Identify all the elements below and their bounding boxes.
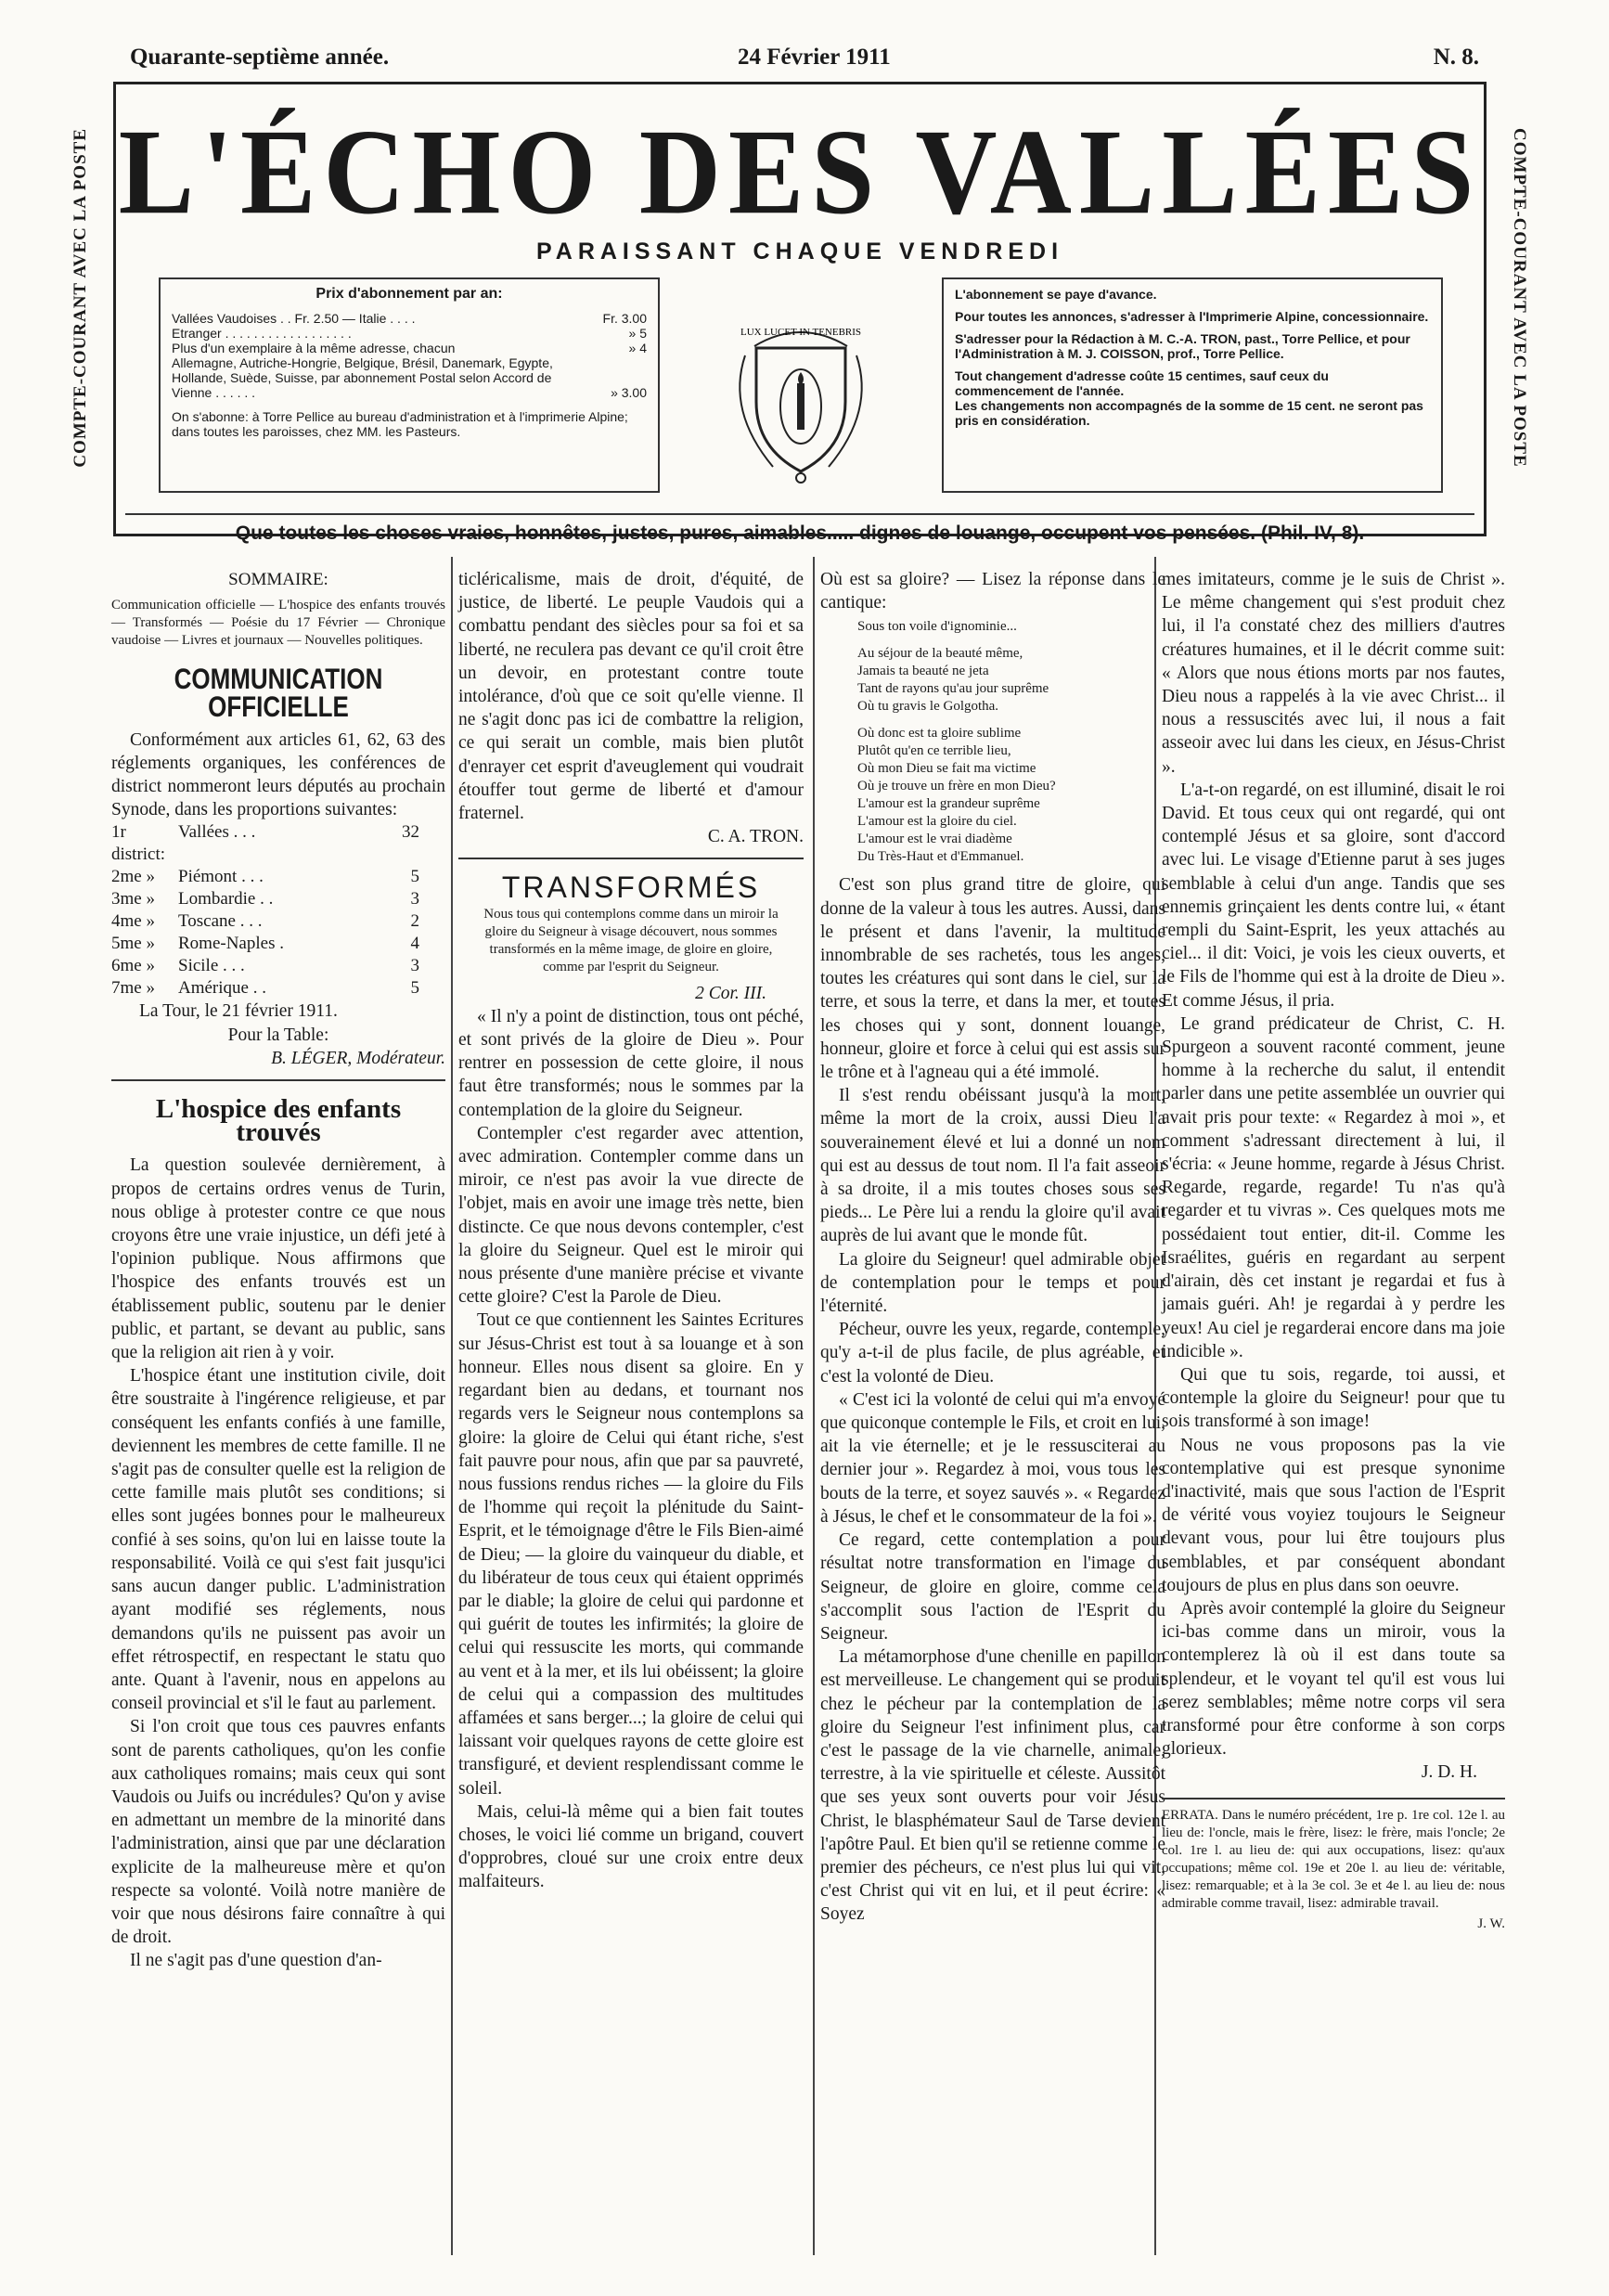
poem-line: Où tu gravis le Golgotha. (857, 699, 999, 715)
column-2 (458, 568, 804, 1894)
paragraph: Il ne s'agit pas d'une question d'an- (130, 1951, 382, 1971)
district-row: 1r district: Vallées . . . 32 (111, 822, 419, 865)
paragraph: La question soulevée dernièrement, à propos de certains ordres venus de Turin, nous oblige à protester contre ce que nous croyons être une vraie injustice, un défi jeté à l'opinion publique. Nous affirmons que l'hospice des enfants trouvés est un établissement public, soutenu par le denier public, et partant, se devant au public, sans que la religion ait rien à y voir. (111, 1155, 445, 1363)
notice: Pour toutes les annonces, s'adresser à l'Imprimerie Alpine, concessionnaire. (955, 309, 1429, 324)
notice: Les changements non accompagnés de la somme de 15 cent. ne seront pas pris en considération. (955, 398, 1423, 428)
errata: ERRATA. Dans le numéro précédent, 1re p. 1re col. 12e l. au lieu de: l'oncle, mais le frère, lisez: le frère, mais l'oncle; 2e col. 1re l. au lieu de: qui aux occupations, lisez: qu'aux occupations; même col. 19e et 20e l. au lieu de: véritable, lisez: remarquable; et à la 3e col. 3e et 4e l. au lieu de: nous admirable comme travail, lisez: admirable travail. (1162, 1798, 1505, 1913)
poem-line: Où mon Dieu se fait ma victime (857, 761, 1036, 777)
column-4 (1162, 568, 1505, 1936)
notice: Tout changement d'adresse coûte 15 centimes, sauf ceux du commencement de l'année. (955, 368, 1329, 398)
paragraph: ticléricalisme, mais de droit, d'équité, de justice, de liberté. Le peuple Vaudois qui a combattu pendant des siècles pour sa foi et sa liberté, ne reculera pas devant ce qu'il croit être un devoir, en protestant contre toute intolérance, d'où que ce soit qu'elle vienne. Il ne s'agit donc pas ici de combattre la religion, ce qui serait un comble, mais bien plutôt d'enrayer cet esprit d'aveuglement qui voudrait étouffer tout germe de liberté et d'amour fraternel. (458, 570, 804, 824)
issue-header (130, 45, 1479, 76)
poem-line: Plutôt qu'en ce terrible lieu, (857, 743, 1011, 759)
side-text-left: COMPTE-COURANT AVEC LA POSTE (71, 128, 90, 468)
column-1 (111, 568, 445, 1973)
paragraph: La gloire du Seigneur! quel admirable objet de contemplation pour le temps et pour l'éternité. (820, 1249, 1165, 1317)
paragraph: La métamorphose d'une chenille en papillon est merveilleuse. Le changement qui se produit chez le pécheur par la contemplation de la gloire du Seigneur l'est infiniment plus, car c'est le passage de la vie charnelle, animale, terrestre, à la vie spirituelle et céleste. Aussitôt que ses yeux sont ouverts pour voir Jésus Christ, le blasphémateur Saul de Tarse devient l'apôtre Paul. Et bien qu'il se retienne comme le premier des pécheurs, ce n'est plus lui qui vit, c'est Christ qui vit en lui, et il peut écrire: « Soyez (820, 1647, 1165, 1925)
price-row: Allemagne, Autriche-Hongrie, Belgique, Brésil, Danemark, Egypte, Hollande, Suède, Suisse, par abonnement Postal selon Accord de Vienne . . . . . . » 3.00 (172, 355, 647, 400)
divider (458, 858, 804, 859)
communication-text: Conformément aux articles 61, 62, 63 des réglements organiques, les conférences de district nommeront leurs députés au prochain Synode, dans les proportions suivantes: (111, 729, 445, 820)
subscription-heading: Prix d'abonnement par an: (315, 286, 503, 302)
paragraph: L'hospice étant une institution civile, doit être soustraite à l'ingérence religieuse, et par conséquent les enfants confiés à une famille, deviennent les membres de cette famille. Il ne s'agit pas de consulter quelle est la religion de cette famille mais plutôt ses conditions; si elles sont jugées bonnes pour le malheureux confié à ses soins, qu'on lui en laisse toute la responsabilité. Voilà ce qui s'est fait jusqu'ici sans aucun danger public. L'administration ayant modifié ses réglements, nous demandons qu'ils ne puissent pas avoir un effet rétrospectif, en respectant le statu quo ante. Quant à l'avenir, nous en appelons au conseil provincial et s'il le faut au parlement. (111, 1366, 445, 1714)
transformes-title: TRANSFORMÉS (501, 871, 761, 905)
epigraph-ref: 2 Cor. III. (695, 983, 766, 1003)
poem-line: Du Très-Haut et d'Emmanuel. (857, 849, 1024, 865)
poem-line: Tant de rayons qu'au jour suprême (857, 681, 1049, 697)
paragraph: L'a-t-on regardé, on est illuminé, disait le roi David. Et tous ceux qui ont regardé, qui ont contemplé Jésus et sa gloire, sont d'accord avec lui. Le visage d'Etienne parut à ses juges semblable à celui d'un ange. Tandis que ses ennemis grinçaient les dents contre lui, « étant rempli du Saint-Esprit, les yeux attachés au ciel... il dit: Voici, je vois les cieux ouverts, et le Fils de l'homme qui est à la droite de Dieu ». Et comme Jésus, il pria. (1162, 780, 1505, 1011)
subscription-note: On s'abonne: à Torre Pellice au bureau d'administration et à l'imprimerie Alpine; dans toutes les paroisses, chez MM. les Pasteurs. (172, 409, 628, 439)
side-text-right: COMPTE-COURANT AVEC LA POSTE (1510, 128, 1529, 468)
paragraph: Contempler c'est regarder avec attention, avec admiration. Contempler comme dans un miroir, ce n'est pas avoir la vue directe de l'objet, mais en avoir une image très nette, bien distincte. Ce que nous devons contempler, c'est la gloire du Seigneur. Quel est le miroir qui nous présente d'une manière précise et vivante cette gloire? C'est la Parole de Dieu. (458, 1123, 804, 1308)
district-row: 3me » Lombardie . . 3 (111, 889, 419, 909)
paragraph: « Il n'y a point de distinction, tous ont péché, et sont privés de la gloire de Dieu ». Pour rentrer en possession de cette gloire, il nous faut être transformés; nous le sommes par la contemplation de la gloire du Seigneur. (458, 1006, 804, 1120)
paragraph: « C'est ici la volonté de celui qui m'a envoyé que quiconque contemple le Fils, et croit en lui, ait la vie éternelle; et je le ressusciterai au dernier jour ». Regardez à moi, vous tous les bouts de la terre, et soyez sauvés ». « Regardez à Jésus, le chef et le consommateur de la foi ». (820, 1389, 1165, 1527)
paragraph: Qui que tu sois, regarde, toi aussi, et contemple la gloire du Seigneur! pour que tu sois transformé à son image! (1162, 1364, 1505, 1432)
paragraph: Le grand prédicateur de Christ, C. H. Spurgeon a souvent raconté comment, jeune homme à la recherche du salut, il entendit parler dans une petite assemblée un ouvrier qui avait pris pour texte: « Regardez à moi », et comment s'adressant directement à lui, il s'écria: « Jeune homme, regarde à Jésus Christ. Regarde, regarde, regarde! Tu n'as qu'à regarder et tu vivras ». Ces quelques mots me possédaient tout entier, dit-il. Comme les Israélites, guéris en regardant au serpent d'airain, dès cet instant je regardai et fus à jamais guéri. Ah! je regardai à y perdre les yeux! Au ciel je regarderai encore dans ma joie indicible ». (1162, 1013, 1505, 1361)
newspaper-subtitle: PARAISSANT CHAQUE VENDREDI (535, 239, 1064, 264)
place-date: La Tour, le 21 février 1911. (139, 1001, 338, 1022)
column-divider (451, 557, 453, 2255)
price-row: Vallées Vaudoises . . Fr. 2.50 — Italie . . . . Fr. 3.00 (172, 311, 647, 326)
poem-line (857, 716, 1165, 725)
poem-line: Sous ton voile d'ignominie... (857, 619, 1017, 635)
sommaire-text: Communication officielle — L'hospice des enfants trouvés — Transformés — Poésie du 17 Février — Chronique vaudoise — Livres et journaux — Nouvelles politiques. (111, 598, 445, 649)
paragraph: Ce regard, cette contemplation a pour résultat notre transformation en l'image du Seigneur, de gloire en gloire, comme cela s'accomplit sous l'action de l'Esprit du Seigneur. (820, 1530, 1165, 1644)
sommaire-title: SOMMAIRE: (228, 570, 328, 589)
paragraph: Nous ne vous proposons pas la vie contemplative qui est presque synonime d'inactivité, mais que sous l'action de l'Esprit de vérité vous voyiez toujours le Seigneur devant vous, pour lui être toujours plus semblables, et par conséquent abondant toujours de plus en plus dans son oeuvre. (1162, 1435, 1505, 1595)
district-row: 5me » Rome-Naples . 4 (111, 934, 419, 954)
masthead (71, 82, 1529, 544)
communication-title: COMMUNICATION OFFICIELLE (174, 662, 383, 724)
newspaper-title: L'ÉCHO DES VALLÉES (118, 104, 1482, 240)
district-row: 4me » Toscane . . . 2 (111, 911, 419, 932)
errata-signature: J. W. (1477, 1915, 1505, 1931)
notice: S'adresser pour la Rédaction à M. C.-A. TRON, past., Torre Pellice, et pour l'Administration à M. J. COISSON, prof., Torre Pellice. (955, 331, 1410, 361)
paragraph: Si l'on croit que tous ces pauvres enfants sont de parents catholiques, qu'on les confie aux catholiques romains; mais ceux qui sont Vaudois ou Juifs ou incrédules? Qu'on y avise en admettant un membre de la minorité dans l'administration, ainsi que par une déclaration explicite de la malheureuse mère et qu'on respecte sa volonté. Voilà notre manière de voir que nous désirons faire connaître à qui de droit. (111, 1717, 445, 1948)
poem-line: L'amour est la grandeur suprême (857, 796, 1040, 812)
poem-line (857, 636, 1165, 645)
column-3 (820, 568, 1165, 1927)
notices-box (942, 277, 1443, 493)
hospice-title: L'hospice des enfants trouvés (155, 1094, 402, 1148)
paragraph: Pécheur, ouvre les yeux, regarde, contemple, qu'y a-t-il de plus facile, de plus agréable, et c'est la volonté de Dieu. (820, 1320, 1165, 1387)
signature: J. D. H. (1421, 1762, 1477, 1783)
year-label: Quarante-septième année. (130, 45, 390, 70)
subscription-box (159, 277, 660, 493)
masthead-motto: Que toutes les choses vraies, honnêtes, justes, pures, aimables..... dignes de louange, occupent vos pensées. (Phil. IV, 8). (125, 513, 1474, 545)
poem-line: Au séjour de la beauté même, (857, 646, 1023, 662)
poem-line: L'amour est la gloire du ciel. (857, 814, 1017, 830)
district-row: 2me » Piémont . . . 5 (111, 867, 419, 887)
poem-line: Où je trouve un frère en mon Dieu? (857, 779, 1056, 794)
signature: C. A. TRON. (707, 827, 804, 847)
poem (857, 618, 1165, 866)
district-list (111, 821, 445, 1000)
paragraph: Après avoir contemplé la gloire du Seigneur ici-bas comme dans un miroir, vous la contemplerez là où il est dans toute sa splendeur, et le voyant tel qu'il est vous lui serez semblables; même notre corps vil sera transformé pour être conforme à son corps glorieux. (1162, 1598, 1505, 1760)
district-row: 6me » Sicile . . . 3 (111, 956, 419, 976)
paragraph: Tout ce que contiennent les Saintes Ecritures sur Jésus-Christ est tout à sa louange et à son honneur. Elles nous disent sa gloire. En y regardant bien au dedans, et tournant nos regards vers le Seigneur nous contemplons sa gloire: la gloire de Celui qui étant riche, s'est fait pauvre pour nous, afin que par sa pauvreté, nous fussions rendus riches — la gloire du Fils de l'homme qui reçoit la plénitude du Saint-Esprit, et le témoignage d'être le Fils Bien-aimé de Dieu; — la gloire du vainqueur du diable, et du libérateur de tous ceux qui étaient opprimés par le diable; la gloire de celui qui pardonne et qui guérit de toutes les infirmités; la gloire de celui qui ressuscite les morts, qui commande au vent et à la mer, et ils lui obéissent; la gloire de celui qui a compassion des multitudes affamées et sans berger...; la gloire de celui qui laissant voir quelques rayons de cette gloire est transfiguré, et devient resplendissant comme le soleil. (458, 1310, 804, 1799)
poem-line: L'amour est le vrai diadème (857, 832, 1012, 847)
divider (111, 1079, 445, 1081)
for-table: Pour la Table: (227, 1025, 329, 1045)
poem-line: Jamais ta beauté ne jeta (857, 664, 989, 679)
signature: B. LÉGER, Modérateur. (271, 1048, 445, 1068)
paragraph: Mais, celui-là même qui a bien fait toutes choses, le voici lié comme un brigand, couvert d'opprobres, cloué sur une croix entre deux malfaiteurs. (458, 1801, 804, 1892)
price-row: Etranger . . . . . . . . . . . . . . . . . . » 5 (172, 326, 647, 341)
emblem-motto: LUX LUCET IN TENEBRIS (740, 327, 862, 338)
column-divider (813, 557, 815, 2255)
paragraph: Où est sa gloire? — Lisez la réponse dans le cantique: (820, 570, 1165, 613)
poem-line: Où donc est ta gloire sublime (857, 726, 1022, 742)
price-row: Plus d'un exemplaire à la même adresse, chacun » 4 (172, 341, 647, 355)
paragraph: mes imitateurs, comme je le suis de Christ ». Le même changement qui s'est produit chez lui, il l'a constaté chez des milliers d'autres créatures humaines, et il le décrit comme suit: « Alors que nous étions morts par nos fautes, Dieu nous a rappelés à la vie avec Christ... il nous a ressuscités avec lui, il nous a fait asseoir avec lui dans les cieux, en Jésus-Christ ». (1162, 570, 1505, 777)
paragraph: C'est son plus grand titre de gloire, qui donne de la valeur à tous les autres. Aussi, dans le présent et dans l'avenir, la multitude innombrable de ses rachetés, tous les anges, toutes les créatures qui sont dans le ciel, sur la terre, et sous la terre, et dans la mer, et toutes les choses qui y sont, donnent louange, honneur, gloire et force à celui qui est assis sur le trône et à l'agneau qui a été immolé. (820, 875, 1165, 1083)
issue-number: N. 8. (1433, 45, 1479, 70)
epigraph: Nous tous qui contemplons comme dans un miroir la gloire du Seigneur à visage découvert, nous sommes transformés en la même image, de gloire en gloire, comme par l'esprit du Seigneur. (483, 906, 779, 974)
notice: L'abonnement se paye d'avance. (955, 287, 1157, 302)
district-row: 7me » Amérique . . 5 (111, 978, 419, 999)
issue-date: 24 Février 1911 (738, 45, 891, 70)
paragraph: Il s'est rendu obéissant jusqu'à la mort, même la mort de la croix, aussi Dieu l'a souverainement élevé et lui a donné un nom qui est au dessus de tout nom. Il l'a fait asseoir à sa droite, il a mis toutes choses sous ses pieds... Le Père lui a rendu la gloire qu'il avait auprès de lui avant que le monde fût. (820, 1086, 1165, 1246)
lux-lucet-emblem (699, 290, 903, 495)
